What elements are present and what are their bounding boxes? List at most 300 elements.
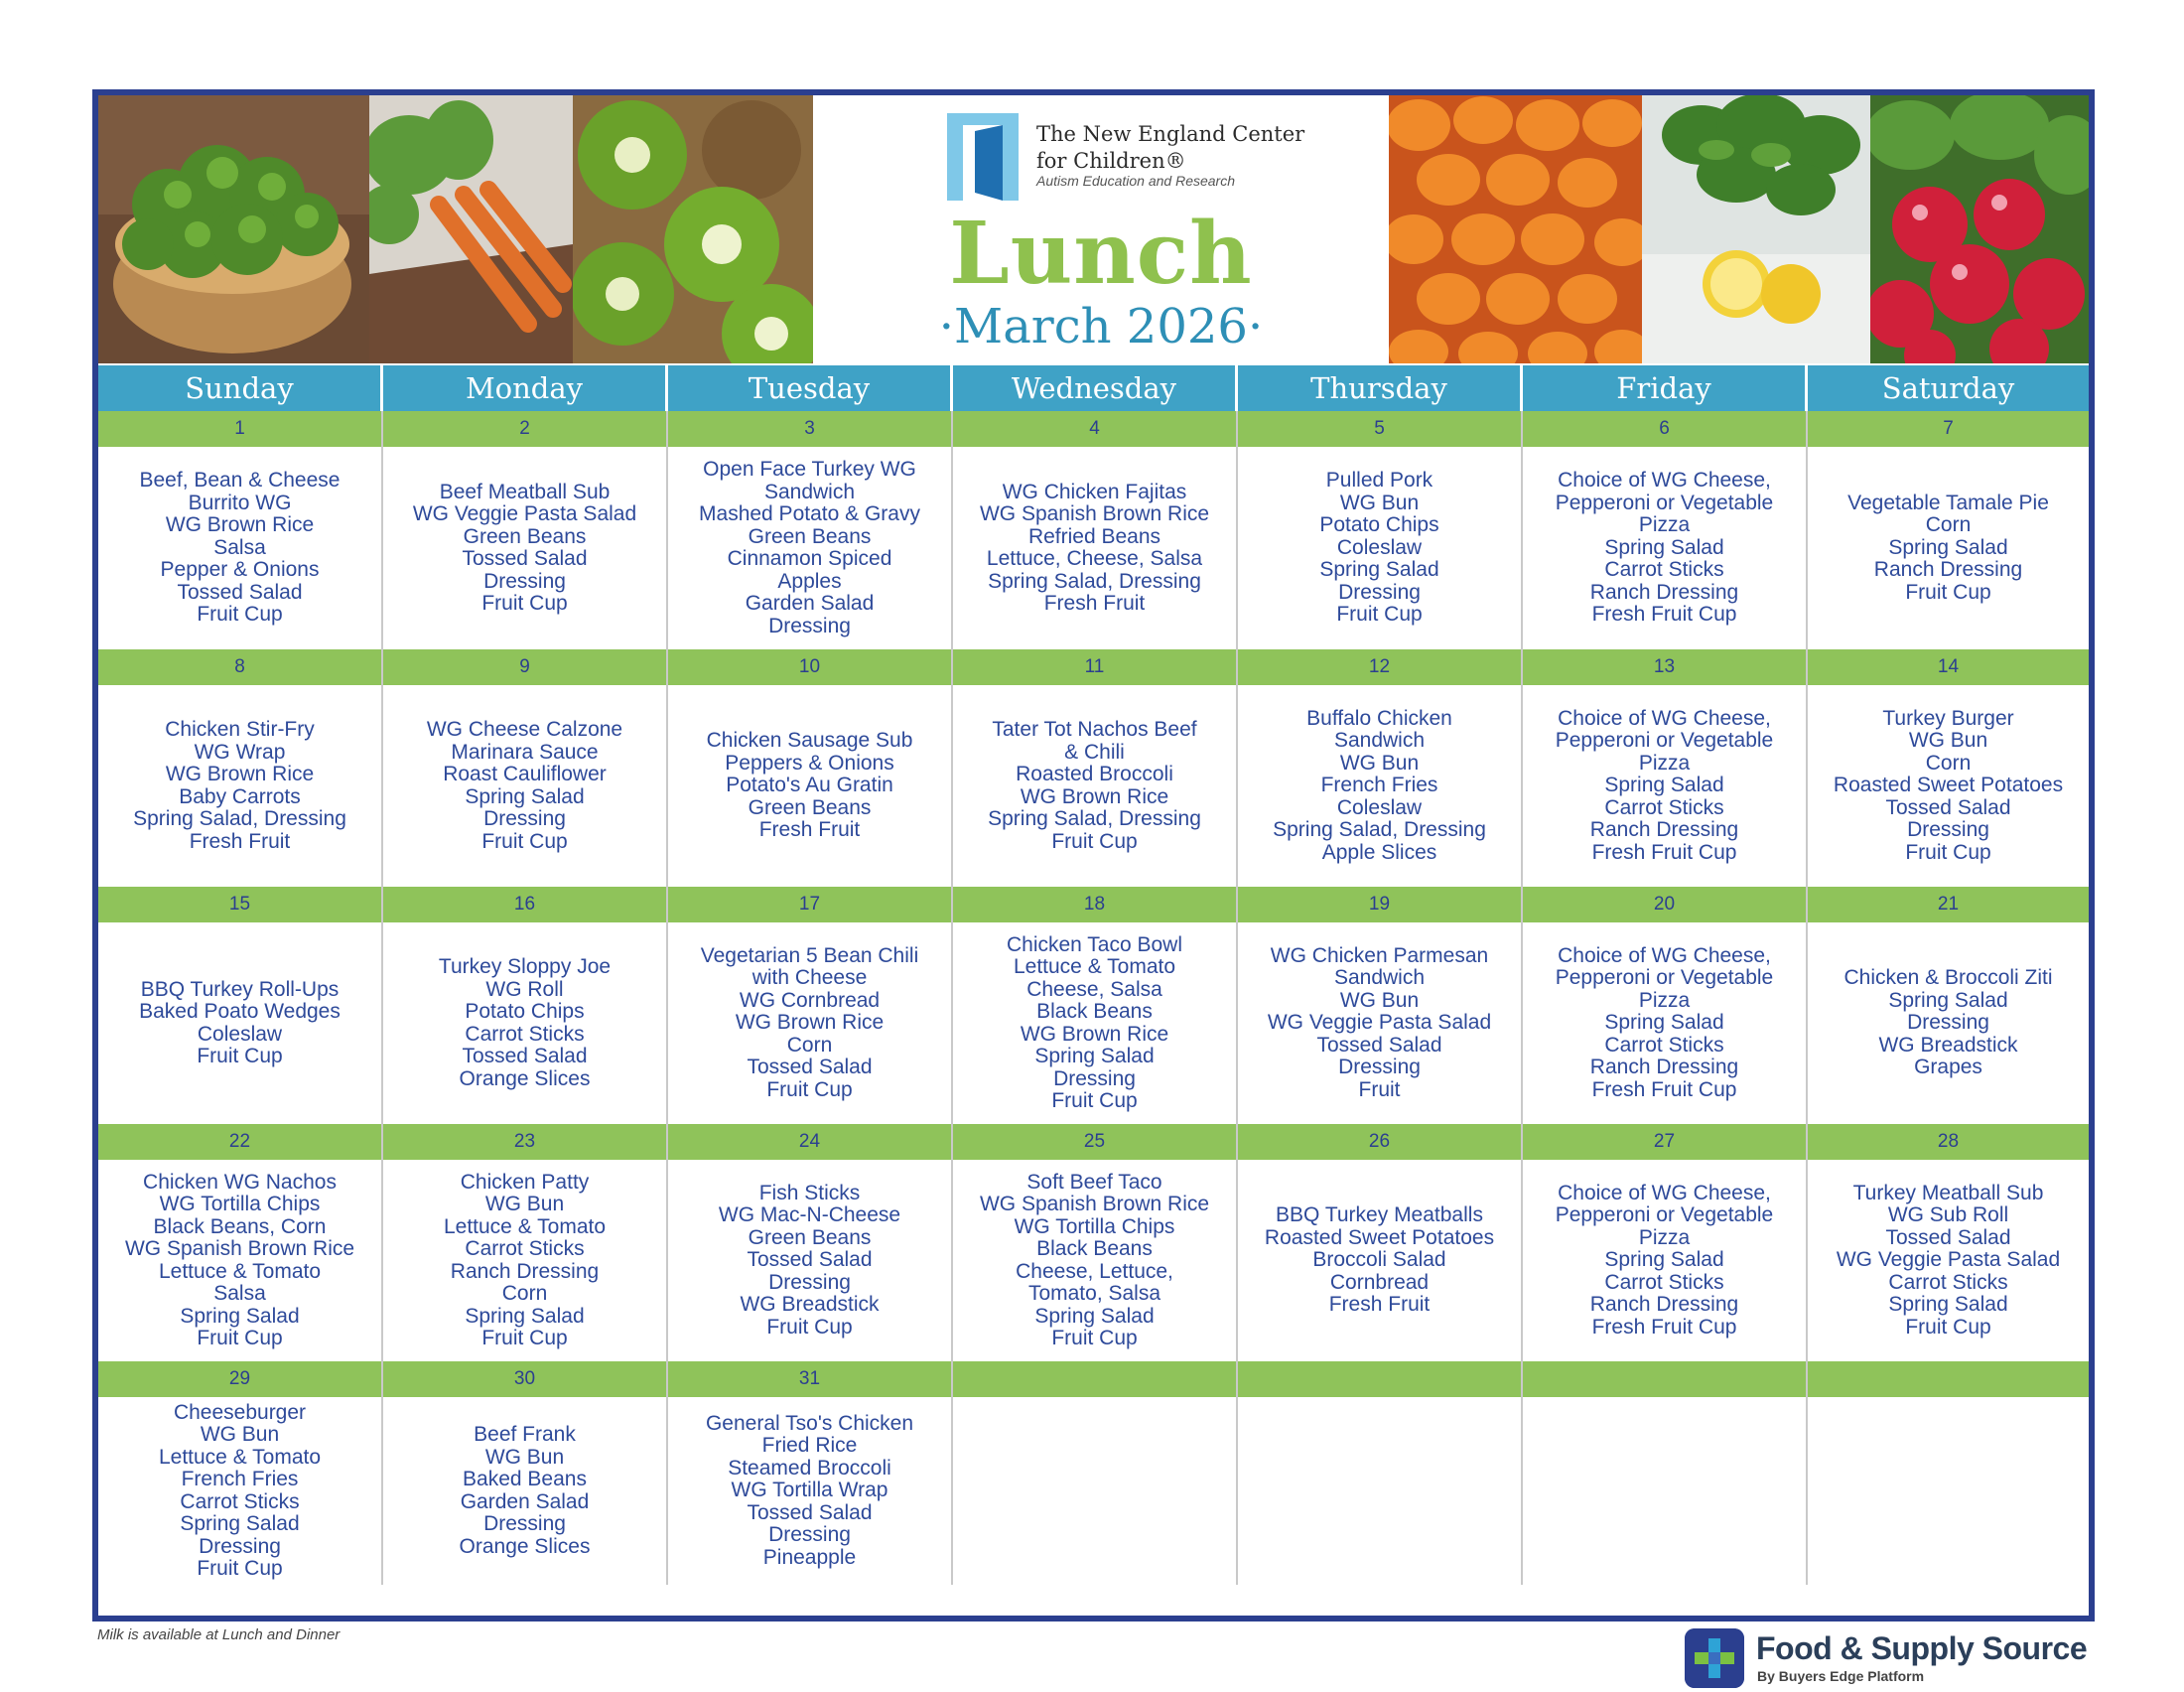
day-header-tuesday: Tuesday	[668, 365, 953, 411]
menu-item: Spring Salad	[180, 1512, 300, 1535]
menu-item: Chicken WG Nachos	[143, 1170, 337, 1194]
day-cell	[1808, 649, 2089, 887]
menu-item: Turkey Burger	[1882, 706, 2014, 730]
menu-item: Spring Salad	[1604, 1011, 1724, 1035]
menu-item: Carrot Sticks	[465, 1022, 585, 1046]
date-number: 5	[1238, 411, 1521, 447]
date-number	[1523, 1361, 1806, 1397]
day-cell	[1238, 1361, 1523, 1585]
menu-item: Carrot Sticks	[1888, 1270, 2008, 1294]
menu-item: WG Brown Rice	[165, 763, 315, 785]
day-cell	[98, 1361, 383, 1585]
day-cell	[953, 649, 1238, 887]
date-number: 23	[383, 1124, 666, 1160]
menu-item: Refried Beans	[1027, 524, 1161, 548]
menu-item: Open Face Turkey WG	[703, 458, 916, 481]
brand-logo	[1685, 1628, 2102, 1688]
menu-item: Roast Cauliflower	[443, 763, 607, 785]
date-number: 14	[1808, 649, 2089, 685]
date-number: 2	[383, 411, 666, 447]
menu-item: French Fries	[1320, 774, 1438, 797]
menu-items	[953, 447, 1236, 649]
menu-item: Pepperoni or Vegetable	[1555, 966, 1774, 990]
menu-items	[1523, 1160, 1806, 1361]
menu-item: BBQ Turkey Meatballs	[1276, 1203, 1483, 1227]
date-number: 29	[98, 1361, 381, 1397]
menu-item: Orange Slices	[459, 1534, 591, 1558]
menu-item: Fruit Cup	[766, 1077, 853, 1101]
menu-item: Tossed Salad	[177, 580, 303, 604]
date-number: 31	[668, 1361, 951, 1397]
brand-subtitle: By Buyers Edge Platform	[1757, 1668, 1925, 1684]
menu-item: Carrot Sticks	[180, 1489, 300, 1513]
menu-item: Lettuce & Tomato	[443, 1214, 607, 1238]
menu-item: French Fries	[181, 1468, 299, 1490]
menu-item: Dressing	[199, 1534, 281, 1558]
menu-items	[1523, 447, 1806, 649]
menu-item: WG Spanish Brown Rice	[979, 1193, 1210, 1215]
menu-item: Chicken Sausage Sub	[706, 729, 913, 753]
menu-items	[98, 922, 381, 1124]
menu-item: Fried Rice	[761, 1434, 858, 1458]
menu-item: Beef Frank	[474, 1423, 576, 1446]
menu-item: Corn	[786, 1033, 833, 1057]
day-cell	[98, 411, 383, 649]
day-header-saturday: Saturday	[1808, 365, 2089, 411]
menu-item: WG Roll	[485, 977, 564, 1001]
menu-item: Cheese, Lettuce,	[1016, 1259, 1173, 1283]
date-number: 16	[383, 887, 666, 922]
menu-item: Dressing	[768, 1523, 851, 1547]
menu-item: Tomato, Salsa	[1027, 1282, 1161, 1305]
menu-items	[383, 922, 666, 1124]
menu-items	[953, 922, 1236, 1124]
date-number: 27	[1523, 1124, 1806, 1160]
menu-item: WG Chicken Parmesan	[1270, 943, 1489, 967]
menu-calendar-frame	[92, 89, 2095, 1622]
menu-item: Baked Poato Wedges	[139, 1000, 341, 1023]
menu-item: Sandwich	[763, 480, 856, 503]
menu-item: Pizza	[1638, 988, 1691, 1012]
menu-item: Grapes	[1914, 1056, 1982, 1079]
menu-item: WG Veggie Pasta Salad	[1836, 1248, 2061, 1272]
menu-item: WG Bun	[1339, 988, 1420, 1012]
day-cell	[668, 649, 953, 887]
title-block	[813, 95, 1389, 363]
menu-item: Fruit Cup	[1051, 1089, 1138, 1112]
menu-item: Fruit Cup	[197, 1557, 283, 1580]
menu-item: Fresh Fruit Cup	[1591, 840, 1737, 864]
menu-items	[383, 685, 666, 887]
day-cell	[1523, 411, 1808, 649]
menu-item: Steamed Broccoli	[728, 1456, 891, 1480]
menu-item: Choice of WG Cheese,	[1558, 1181, 1771, 1204]
menu-item: Pepperoni or Vegetable	[1555, 729, 1774, 753]
menu-item: Spring Salad, Dressing	[988, 569, 1201, 593]
menu-item: Dressing	[768, 1270, 851, 1294]
menu-item: Tossed Salad	[747, 1056, 873, 1079]
menu-item: Roasted Broccoli	[1016, 763, 1173, 785]
menu-item: Marinara Sauce	[451, 740, 599, 764]
menu-item: Pulled Pork	[1325, 469, 1433, 493]
menu-item: Fruit Cup	[1905, 840, 1991, 864]
menu-item: Dressing	[1053, 1066, 1136, 1090]
date-number: 22	[98, 1124, 381, 1160]
menu-item: Coleslaw	[197, 1022, 283, 1046]
org-name-line1: The New England Center	[1036, 122, 1305, 146]
menu-items	[98, 685, 381, 887]
menu-item: WG Bun	[484, 1445, 565, 1469]
menu-items	[1808, 922, 2089, 1124]
menu-item: Tossed Salad	[747, 1500, 873, 1524]
menu-item: Pizza	[1638, 1225, 1691, 1249]
menu-items	[1523, 922, 1806, 1124]
menu-items	[1238, 1397, 1521, 1585]
brand-name: Food & Supply Source	[1756, 1630, 2088, 1666]
menu-items	[668, 1397, 951, 1585]
day-cell	[1523, 1124, 1808, 1361]
menu-item: Black Beans	[1036, 1000, 1153, 1023]
menu-item: Fresh Fruit Cup	[1591, 1077, 1737, 1101]
menu-item: Pineapple	[762, 1545, 857, 1569]
menu-item: Cheeseburger	[173, 1400, 307, 1424]
menu-item: Sandwich	[1333, 966, 1426, 990]
menu-item: Fresh Fruit	[1328, 1293, 1431, 1317]
menu-item: Chicken Stir-Fry	[165, 718, 315, 741]
menu-item: Fruit Cup	[197, 1045, 283, 1067]
menu-item: WG Brown Rice	[1020, 1022, 1169, 1046]
menu-item: Lettuce & Tomato	[158, 1259, 322, 1283]
menu-item: Fresh Fruit Cup	[1591, 1315, 1737, 1339]
menu-items	[1523, 685, 1806, 887]
menu-item: BBQ Turkey Roll-Ups	[140, 977, 340, 1001]
menu-item: Dressing	[768, 614, 851, 637]
menu-item: WG Wrap	[194, 740, 286, 764]
day-cell	[1808, 1124, 2089, 1361]
date-number: 13	[1523, 649, 1806, 685]
menu-items	[953, 1160, 1236, 1361]
day-cell	[953, 1124, 1238, 1361]
kiwi-photo	[573, 95, 813, 363]
menu-item: Potato's Au Gratin	[726, 774, 893, 797]
menu-item: Ranch Dressing	[1589, 1293, 1739, 1317]
date-number: 30	[383, 1361, 666, 1397]
menu-item: Garden Salad	[460, 1489, 590, 1513]
menu-item: Roasted Sweet Potatoes	[1264, 1225, 1495, 1249]
menu-item: Fruit	[1358, 1077, 1401, 1101]
menu-items	[1238, 447, 1521, 649]
broccoli-photo	[98, 95, 369, 363]
menu-item: Spring Salad, Dressing	[988, 807, 1201, 830]
menu-item: Beef, Bean & Cheese	[139, 469, 341, 493]
menu-item: Chicken & Broccoli Ziti	[1843, 966, 2053, 990]
date-number: 28	[1808, 1124, 2089, 1160]
menu-items	[1523, 1397, 1806, 1585]
menu-item: Tossed Salad	[462, 1045, 588, 1067]
menu-item: Fruit Cup	[1051, 829, 1138, 853]
day-cell	[953, 887, 1238, 1124]
menu-items	[1238, 685, 1521, 887]
page-subtitle: ·March 2026·	[938, 299, 1264, 354]
menu-item: Pepperoni or Vegetable	[1555, 491, 1774, 514]
menu-item: WG Tortilla Wrap	[731, 1479, 888, 1502]
menu-item: Ranch Dressing	[1589, 580, 1739, 604]
day-header-sunday: Sunday	[98, 365, 383, 411]
menu-item: WG Bun	[484, 1193, 565, 1215]
menu-item: WG Bun	[1339, 751, 1420, 775]
date-number: 19	[1238, 887, 1521, 922]
menu-item: WG Veggie Pasta Salad	[412, 502, 637, 525]
menu-item: Apple Slices	[1321, 840, 1437, 864]
menu-item: Tossed Salad	[462, 547, 588, 570]
menu-item: Pizza	[1638, 513, 1691, 537]
calendar-header	[98, 95, 2089, 363]
day-cell	[1523, 887, 1808, 1124]
day-cell	[668, 887, 953, 1124]
date-number: 17	[668, 887, 951, 922]
menu-items	[953, 1397, 1236, 1585]
menu-item: Vegetable Tamale Pie	[1847, 491, 2049, 514]
menu-item: Fruit Cup	[1905, 580, 1991, 604]
menu-items	[1238, 922, 1521, 1124]
day-cell	[383, 1361, 668, 1585]
menu-item: Black Beans	[1036, 1237, 1153, 1260]
date-number: 7	[1808, 411, 2089, 447]
menu-item: Fruit Cup	[197, 1327, 283, 1349]
menu-item: Spring Salad	[465, 1304, 585, 1328]
menu-item: Burrito WG	[188, 491, 292, 514]
menu-item: Green Beans	[748, 795, 872, 819]
day-cell	[1808, 887, 2089, 1124]
menu-item: WG Breadstick	[740, 1293, 880, 1317]
menu-item: Beef Meatball Sub	[439, 480, 611, 503]
date-number: 25	[953, 1124, 1236, 1160]
menu-item: Chicken Taco Bowl	[1006, 932, 1183, 956]
menu-item: Ranch Dressing	[1589, 1056, 1739, 1079]
menu-item: WG Spanish Brown Rice	[124, 1237, 355, 1260]
menu-item: Lettuce & Tomato	[158, 1445, 322, 1469]
menu-item: Spring Salad	[1034, 1304, 1155, 1328]
day-cell	[1523, 1361, 1808, 1585]
menu-item: Fruit Cup	[481, 829, 568, 853]
menu-item: WG Tortilla Chips	[159, 1193, 321, 1215]
menu-item: Pizza	[1638, 751, 1691, 775]
menu-item: Coleslaw	[1336, 535, 1423, 559]
menu-item: WG Bun	[1339, 491, 1420, 514]
day-cell	[953, 1361, 1238, 1585]
menu-items	[1808, 1397, 2089, 1585]
day-cell	[383, 649, 668, 887]
menu-item: Spring Salad	[1888, 535, 2008, 559]
page-title: Lunch	[949, 204, 1253, 304]
day-cell	[1238, 887, 1523, 1124]
date-number: 24	[668, 1124, 951, 1160]
menu-item: Sandwich	[1333, 729, 1426, 753]
day-header-monday: Monday	[383, 365, 668, 411]
menu-items	[383, 1160, 666, 1361]
menu-item: Spring Salad	[1034, 1045, 1155, 1067]
menu-item: Orange Slices	[459, 1066, 591, 1090]
menu-item: Corn	[501, 1282, 548, 1305]
menu-item: Pepper & Onions	[160, 558, 320, 582]
day-cell	[383, 411, 668, 649]
menu-item: WG Veggie Pasta Salad	[1267, 1011, 1492, 1035]
carrots-photo	[369, 95, 573, 363]
menu-item: WG Breadstick	[1878, 1033, 2018, 1057]
menu-item: Carrot Sticks	[465, 1237, 585, 1260]
menu-item: General Tso's Chicken	[705, 1411, 914, 1435]
menu-item: Spring Salad	[1604, 535, 1724, 559]
date-number	[1238, 1361, 1521, 1397]
date-number	[1808, 1361, 2089, 1397]
menu-item: Tossed Salad	[1885, 795, 2011, 819]
org-tagline: Autism Education and Research	[1036, 173, 1235, 189]
menu-item: Salsa	[213, 535, 266, 559]
menu-item: Choice of WG Cheese,	[1558, 706, 1771, 730]
menu-items	[98, 447, 381, 649]
day-header-thursday: Thursday	[1238, 365, 1523, 411]
menu-item: WG Cheese Calzone	[426, 718, 623, 741]
menu-item: Green Beans	[463, 524, 587, 548]
menu-items	[383, 447, 666, 649]
menu-item: Baked Beans	[463, 1468, 587, 1490]
menu-items	[668, 1160, 951, 1361]
menu-item: Carrot Sticks	[1604, 1033, 1724, 1057]
date-number: 3	[668, 411, 951, 447]
menu-item: Dressing	[1907, 818, 1989, 842]
day-cell	[1238, 1124, 1523, 1361]
menu-item: Ranch Dressing	[1589, 818, 1739, 842]
menu-item: Black Beans, Corn	[153, 1214, 327, 1238]
menu-item: WG Tortilla Chips	[1014, 1214, 1175, 1238]
day-cell	[1523, 649, 1808, 887]
menu-items	[98, 1160, 381, 1361]
date-number: 9	[383, 649, 666, 685]
menu-item: WG Bun	[1908, 729, 1988, 753]
menu-item: Apples	[777, 569, 842, 593]
date-number: 20	[1523, 887, 1806, 922]
day-header-row	[98, 365, 2089, 411]
date-number: 21	[1808, 887, 2089, 922]
menu-item: Spring Salad	[1888, 988, 2008, 1012]
menu-item: Salsa	[213, 1282, 266, 1305]
menu-item: Corn	[1925, 751, 1972, 775]
menu-item: Buffalo Chicken	[1306, 706, 1452, 730]
menu-item: & Chili	[1064, 740, 1125, 764]
menu-items	[953, 685, 1236, 887]
menu-item: Roasted Sweet Potatoes	[1833, 774, 2064, 797]
menu-item: Fruit Cup	[481, 1327, 568, 1349]
menu-item: Cinnamon Spiced	[727, 547, 892, 570]
menu-item: Spring Salad	[1604, 774, 1724, 797]
date-number: 11	[953, 649, 1236, 685]
kumquats-photo	[1389, 95, 1642, 363]
menu-item: WG Sub Roll	[1887, 1203, 2009, 1227]
day-cell	[668, 1361, 953, 1585]
menu-item: Broccoli Salad	[1312, 1248, 1446, 1272]
day-header-friday: Friday	[1523, 365, 1808, 411]
lemons-basil-photo	[1642, 95, 1870, 363]
day-cell	[668, 411, 953, 649]
menu-item: Fruit Cup	[197, 603, 283, 627]
menu-item: Fresh Fruit	[758, 818, 861, 842]
menu-item: Tossed Salad	[747, 1248, 873, 1272]
menu-item: WG Brown Rice	[1020, 784, 1169, 808]
menu-item: Spring Salad	[1319, 558, 1439, 582]
menu-item: Corn	[1925, 513, 1972, 537]
menu-item: Choice of WG Cheese,	[1558, 943, 1771, 967]
day-cell	[1808, 411, 2089, 649]
menu-items	[1238, 1160, 1521, 1361]
menu-item: Carrot Sticks	[1604, 795, 1724, 819]
org-name-line2: for Children®	[1036, 149, 1186, 173]
menu-item: Fruit Cup	[1336, 603, 1423, 627]
menu-item: Ranch Dressing	[450, 1259, 600, 1283]
menu-item: Carrot Sticks	[1604, 558, 1724, 582]
menu-item: WG Brown Rice	[735, 1011, 885, 1035]
menu-item: Spring Salad	[1888, 1293, 2008, 1317]
menu-item: Choice of WG Cheese,	[1558, 469, 1771, 493]
menu-item: Dressing	[1907, 1011, 1989, 1035]
day-cell	[668, 1124, 953, 1361]
date-number: 18	[953, 887, 1236, 922]
menu-item: WG Bun	[200, 1423, 280, 1446]
menu-item: Spring Salad, Dressing	[133, 807, 346, 830]
org-logo-mark-icon	[947, 113, 1019, 201]
milk-note: Milk is available at Lunch and Dinner	[97, 1626, 341, 1643]
menu-item: Fresh Fruit	[189, 829, 291, 853]
menu-item: Vegetarian 5 Bean Chili	[700, 943, 919, 967]
menu-item: Spring Salad	[465, 784, 585, 808]
menu-items	[668, 447, 951, 649]
date-number: 6	[1523, 411, 1806, 447]
menu-item: Dressing	[483, 1512, 566, 1535]
menu-items	[98, 1397, 381, 1585]
menu-item: Pepperoni or Vegetable	[1555, 1203, 1774, 1227]
menu-item: Baby Carrots	[179, 784, 301, 808]
food-supply-cross-icon	[1685, 1628, 1744, 1688]
menu-item: Potato Chips	[1319, 513, 1439, 537]
date-number: 8	[98, 649, 381, 685]
menu-item: Mashed Potato & Gravy	[699, 502, 920, 525]
date-number: 26	[1238, 1124, 1521, 1160]
menu-item: Chicken Patty	[460, 1170, 590, 1194]
menu-item: Peppers & Onions	[725, 751, 894, 775]
menu-item: Lettuce, Cheese, Salsa	[986, 547, 1203, 570]
menu-item: Spring Salad	[1604, 1248, 1724, 1272]
menu-item: Tater Tot Nachos Beef	[992, 718, 1197, 741]
menu-item: WG Cornbread	[739, 988, 881, 1012]
menu-item: WG Chicken Fajitas	[1002, 480, 1187, 503]
date-number: 12	[1238, 649, 1521, 685]
menu-item: Ranch Dressing	[1873, 558, 2023, 582]
day-cell	[98, 887, 383, 1124]
menu-item: Cornbread	[1329, 1270, 1430, 1294]
menu-items	[668, 685, 951, 887]
menu-item: Turkey Meatball Sub	[1852, 1181, 2044, 1204]
menu-item: Green Beans	[748, 524, 872, 548]
day-cell	[98, 1124, 383, 1361]
radishes-photo	[1870, 95, 2089, 363]
menu-item: Spring Salad, Dressing	[1273, 818, 1486, 842]
day-cell	[953, 411, 1238, 649]
menu-items	[383, 1397, 666, 1585]
menu-item: WG Mac-N-Cheese	[718, 1203, 901, 1227]
menu-item: Lettuce & Tomato	[1013, 955, 1176, 978]
menu-item: Turkey Sloppy Joe	[438, 955, 612, 978]
day-header-wednesday: Wednesday	[953, 365, 1238, 411]
date-number	[953, 1361, 1236, 1397]
